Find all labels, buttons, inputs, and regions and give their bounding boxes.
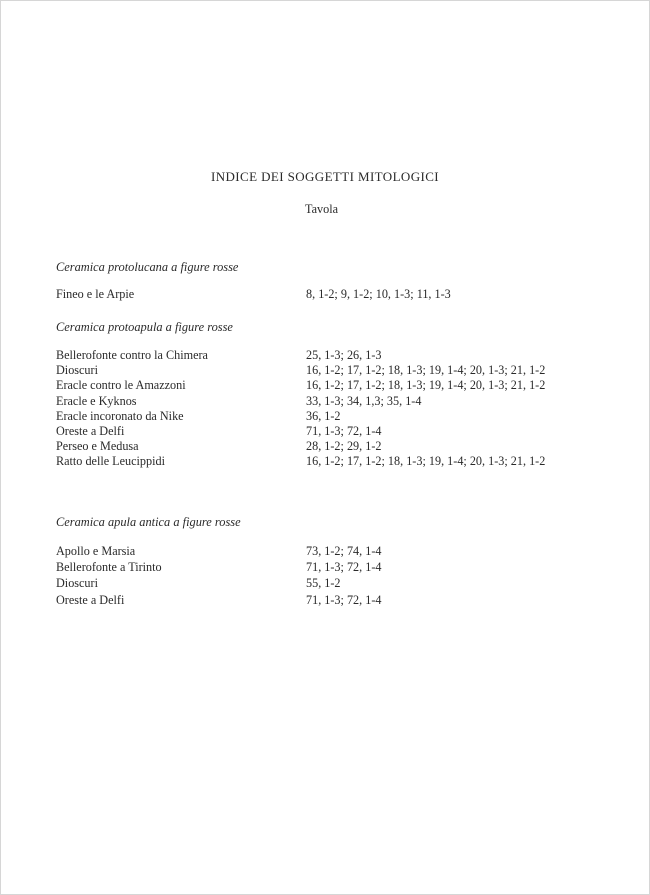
entry-plate-numbers: 33, 1-3; 34, 1,3; 35, 1-4 xyxy=(306,393,422,408)
entry-plate-numbers: 71, 1-3; 72, 1-4 xyxy=(306,424,382,439)
index-entry-row xyxy=(56,559,616,575)
entry-subject: Eracle e Kyknos xyxy=(56,393,137,408)
index-entry-row xyxy=(56,454,616,469)
entry-plate-numbers: 55, 1-2 xyxy=(306,576,341,591)
index-entry-row xyxy=(56,592,616,608)
section-heading: Ceramica protoapula a figure rosse xyxy=(56,320,233,334)
entry-plate-numbers: 73, 1-2; 74, 1-4 xyxy=(306,544,382,558)
entry-subject: Fineo e le Arpie xyxy=(56,287,135,301)
index-entry-row xyxy=(56,394,616,409)
entry-plate-numbers: 71, 1-3; 72, 1-4 xyxy=(306,560,382,575)
section-heading: Ceramica protolucana a figure rosse xyxy=(56,260,239,274)
entry-subject: Bellerofonte contro la Chimera xyxy=(56,348,208,362)
entry-subject: Oreste a Delfi xyxy=(56,424,125,439)
index-entry-row xyxy=(56,543,616,559)
index-entry-row xyxy=(56,363,616,378)
section-protoapula xyxy=(56,320,616,470)
entry-subject: Bellerofonte a Tirinto xyxy=(56,560,162,575)
entry-plate-numbers: 28, 1-2; 29, 1-2 xyxy=(306,439,382,454)
entry-subject: Eracle incoronato da Nike xyxy=(56,408,184,423)
index-entry-row xyxy=(56,409,616,424)
entry-subject: Dioscuri xyxy=(56,576,98,591)
plate-column-header: Tavola xyxy=(305,202,338,216)
entry-list xyxy=(56,543,616,608)
index-entry-row xyxy=(56,424,616,439)
page-title: INDICE DEI SOGGETTI MITOLOGICI xyxy=(210,169,440,184)
entry-plate-numbers: 16, 1-2; 17, 1-2; 18, 1-3; 19, 1-4; 20, 1-3; 21, 1-2 xyxy=(306,454,546,469)
entry-list xyxy=(56,287,616,302)
index-entry-row xyxy=(56,378,616,393)
entry-subject: Oreste a Delfi xyxy=(56,592,125,607)
entry-subject: Apollo e Marsia xyxy=(56,544,136,558)
index-entry-row xyxy=(56,439,616,454)
entry-list xyxy=(56,348,616,470)
index-entry-row xyxy=(56,287,616,302)
entry-subject: Perseo e Medusa xyxy=(56,439,139,454)
entry-plate-numbers: 8, 1-2; 9, 1-2; 10, 1-3; 11, 1-3 xyxy=(306,287,451,301)
entry-plate-numbers: 71, 1-3; 72, 1-4 xyxy=(306,592,382,607)
entry-plate-numbers: 16, 1-2; 17, 1-2; 18, 1-3; 19, 1-4; 20, 1-3; 21, 1-2 xyxy=(306,378,546,393)
section-protolucana xyxy=(56,260,616,302)
entry-subject: Ratto delle Leucippidi xyxy=(56,454,165,469)
index-entry-row xyxy=(56,575,616,591)
entry-plate-numbers: 25, 1-3; 26, 1-3 xyxy=(306,348,382,362)
entry-plate-numbers: 16, 1-2; 17, 1-2; 18, 1-3; 19, 1-4; 20, 1-3; 21, 1-2 xyxy=(306,363,546,378)
entry-subject: Dioscuri xyxy=(56,363,98,378)
section-apula-antica xyxy=(56,515,616,608)
index-entry-row xyxy=(56,348,616,363)
entry-plate-numbers: 36, 1-2 xyxy=(306,408,341,423)
entry-subject: Eracle contro le Amazzoni xyxy=(56,378,186,393)
section-heading: Ceramica apula antica a figure rosse xyxy=(56,515,241,529)
